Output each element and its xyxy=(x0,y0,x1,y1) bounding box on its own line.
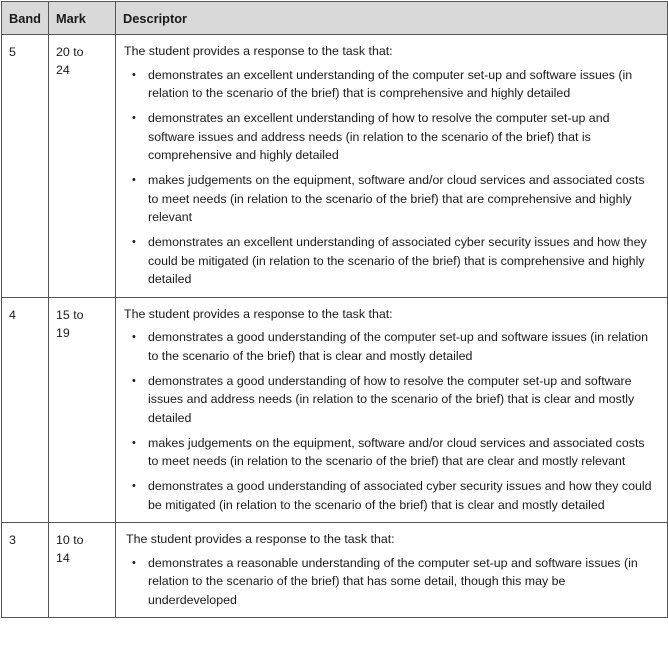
descriptor-intro: The student provides a response to the task that: xyxy=(124,44,393,58)
criterion-item xyxy=(124,66,657,103)
bullet-icon: • xyxy=(132,556,136,569)
criterion-item xyxy=(124,434,657,471)
band-cell: 4 xyxy=(2,297,49,523)
criterion-item xyxy=(124,109,657,165)
criterion-text: makes judgements on the equipment, software and/or cloud services and associated costs to meet needs (in relation to the scenario of the brief) that are comprehensive and highly relevant xyxy=(148,173,645,224)
bullet-icon: • xyxy=(132,374,136,387)
band-row-3 xyxy=(2,523,668,618)
descriptor-cell xyxy=(116,35,668,298)
descriptor-intro: The student provides a response to the task that: xyxy=(126,532,395,546)
criterion-text: demonstrates a good understanding of how to resolve the computer set-up and software issues and address needs (in relation to the scenario of the brief) that is clear and mostly detailed xyxy=(148,373,635,425)
criterion-text: makes judgements on the equipment, software and/or cloud services and associated costs to meet needs (in relation to the scenario of the brief) that are clear and mostly relevant xyxy=(148,435,645,468)
criterion-text: demonstrates a reasonable understanding of the computer set-up and software issues (in relation to the scenario of the brief) that has some detail, though this may be underdeveloped xyxy=(148,555,638,607)
criteria-list xyxy=(124,554,657,610)
criteria-list xyxy=(124,66,657,289)
descriptor-cell xyxy=(116,297,668,523)
mark-range-end: 24 xyxy=(56,63,70,77)
mark-cell xyxy=(49,523,116,618)
bullet-icon: • xyxy=(132,68,136,81)
header-row xyxy=(2,2,668,35)
header-descriptor: Descriptor xyxy=(116,2,668,35)
criteria-list xyxy=(124,328,657,514)
criterion-item xyxy=(124,477,657,514)
mark-range-start: 10 to xyxy=(56,533,84,547)
descriptor-cell xyxy=(116,523,668,618)
criterion-item xyxy=(124,372,657,428)
bullet-icon: • xyxy=(132,480,136,492)
criterion-text: demonstrates an excellent understanding of associated cyber security issues and how they could be mitigated (in relation to the scenario of the brief) that is comprehensive and highly detailed xyxy=(148,235,647,286)
mark-cell xyxy=(49,35,116,298)
criterion-item xyxy=(124,328,657,365)
bullet-icon: • xyxy=(132,236,136,248)
band-cell: 5 xyxy=(2,35,49,298)
criterion-item xyxy=(124,171,657,227)
mark-range-start: 15 to xyxy=(56,307,84,322)
mark-range-end: 19 xyxy=(56,325,70,340)
bullet-icon: • xyxy=(132,112,136,124)
criterion-text: demonstrates an excellent understanding of the computer set-up and software issues (in relation to the scenario of the brief) that is comprehensive and highly detailed xyxy=(148,67,633,100)
band-cell: 3 xyxy=(2,523,49,618)
descriptor-intro: The student provides a response to the task that: xyxy=(124,306,393,321)
criterion-text: demonstrates an excellent understanding of how to resolve the computer set-up and software issues and address needs (in relation to the scenario of the brief) that is comprehensive and highly detailed xyxy=(148,111,610,162)
header-mark: Mark xyxy=(49,2,116,35)
bullet-icon: • xyxy=(132,174,136,186)
criterion-text: demonstrates a good understanding of associated cyber security issues and how they could be mitigated (in relation to the scenario of the brief) that is clear and mostly detailed xyxy=(148,479,652,512)
header-band: Band xyxy=(2,2,49,35)
bullet-icon: • xyxy=(132,436,136,449)
criterion-text: demonstrates a good understanding of the computer set-up and software issues (in relation to the scenario of the brief) that is clear and mostly detailed xyxy=(148,330,649,363)
mark-cell xyxy=(49,297,116,523)
marking-rubric-table xyxy=(1,1,668,618)
band-row-5 xyxy=(2,35,668,298)
criterion-item xyxy=(124,233,657,289)
mark-range-start: 20 to xyxy=(56,45,84,59)
bullet-icon: • xyxy=(132,331,136,343)
mark-range-end: 14 xyxy=(56,551,70,565)
criterion-item xyxy=(124,554,657,610)
band-row-4 xyxy=(2,297,668,523)
